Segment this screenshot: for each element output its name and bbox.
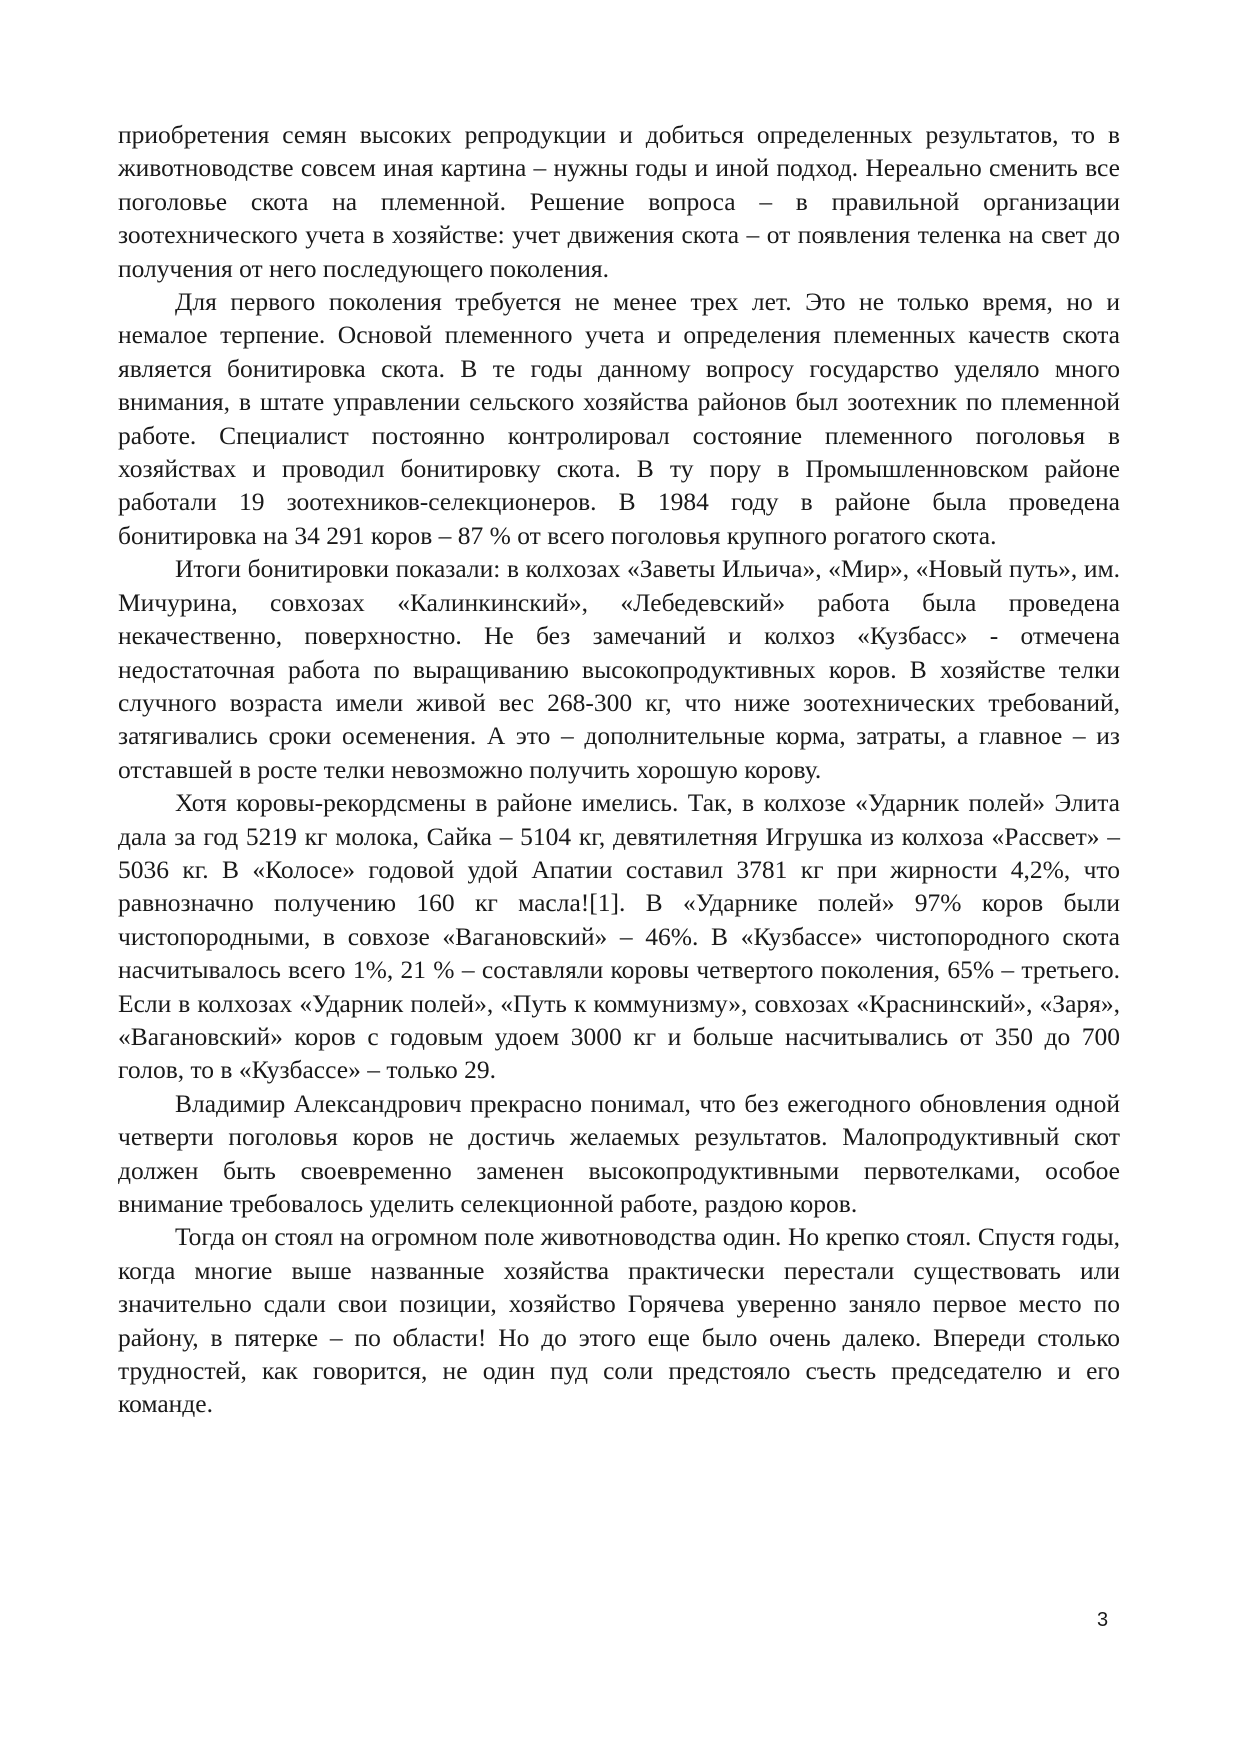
paragraph-4: Хотя коровы-рекордсмены в районе имелись. Так, в колхозе «Ударник полей» Элита дала за год 5219 кг молока, Сайка – 5104 кг, девятилетняя Игрушка из колхоза «Рассвет» – 5036 кг. В «Колосе» годовой удой Апатии составил 3781 кг при жирности 4,2%, что равнозначно получению 160 кг масла![1]. В «Ударнике полей» 97% коров были чистопородными, в совхозе «Вагановский» – 46%. В «Кузбассе» чистопородного скота насчитывалось всего 1%, 21 % – составляли коровы четвертого поколения, 65% – третьего. Если в колхозах «Ударник полей», «Путь к коммунизму», совхозах «Краснинский», «Заря», «Вагановский» коров с годовым удоем 3000 кг и больше насчитывались от 350 до 700 голов, то в «Кузбассе» – только 29. bbox=[118, 788, 1120, 1085]
paragraph-6: Тогда он стоял на огромном поле животноводства один. Но крепко стоял. Спустя годы, когда многие выше названные хозяйства практически перестали существовать или значительно сдали свои позиции, хозяйство Горячева уверенно заняло первое место по району, в пятерке – по области! Но до этого еще было очень далеко. Впереди столько трудностей, как говорится, не один пуд соли предстояло съесть председателю и его команде. bbox=[118, 1222, 1120, 1419]
paragraph-5: Владимир Александрович прекрасно понимал, что без ежегодного обновления одной четверти поголовья коров не достичь желаемых результатов. Малопродуктивный скот должен быть своевременно заменен высокопродуктивными первотелками, особое внимание требовалось уделить селекционной работе, раздою коров. bbox=[118, 1088, 1120, 1218]
paragraph-1: приобретения семян высоких репродукции и добиться определенных результатов, то в животноводстве совсем иная картина – нужны годы и иной подход. Нереально сменить все поголовье скота на племенной. Решение вопроса – в правильной организации зоотехнического учета в хозяйстве: учет движения скота – от появления теленка на свет до получения от него последующего поколения. bbox=[118, 120, 1120, 283]
page-number: 3 bbox=[1097, 1609, 1109, 1631]
body-text bbox=[118, 118, 1120, 1421]
paragraph-2: Для первого поколения требуется не менее трех лет. Это не только время, но и немалое терпение. Основой племенного учета и определения племенных качеств скота является бонитировка скота. В те годы данному вопросу государство уделяло много внимания, в штате управлении сельского хозяйства районов был зоотехник по племенной работе. Специалист постоянно контролировал состояние племенного поголовья в хозяйствах и проводил бонитировку скота. В ту пору в Промышленновском районе работали 19 зоотехников-селекционеров. В 1984 году в районе была проведена бонитировка на 34 291 коров – 87 % от всего поголовья крупного рогатого скота. bbox=[118, 287, 1120, 550]
paragraph-3: Итоги бонитировки показали: в колхозах «Заветы Ильича», «Мир», «Новый путь», им. Мичурина, совхозах «Калинкинский», «Лебедевский» работа была проведена некачественно, поверхностно. Не без замечаний и колхоз «Кузбасс» - отмечена недостаточная работа по выращиванию высокопродуктивных коров. В хозяйстве телки случного возраста имели живой вес 268-300 кг, что ниже зоотехнических требований, затягивались сроки осеменения. А это – дополнительные корма, затраты, а главное – из отставшей в росте телки невозможно получить хорошую корову. bbox=[118, 554, 1120, 784]
